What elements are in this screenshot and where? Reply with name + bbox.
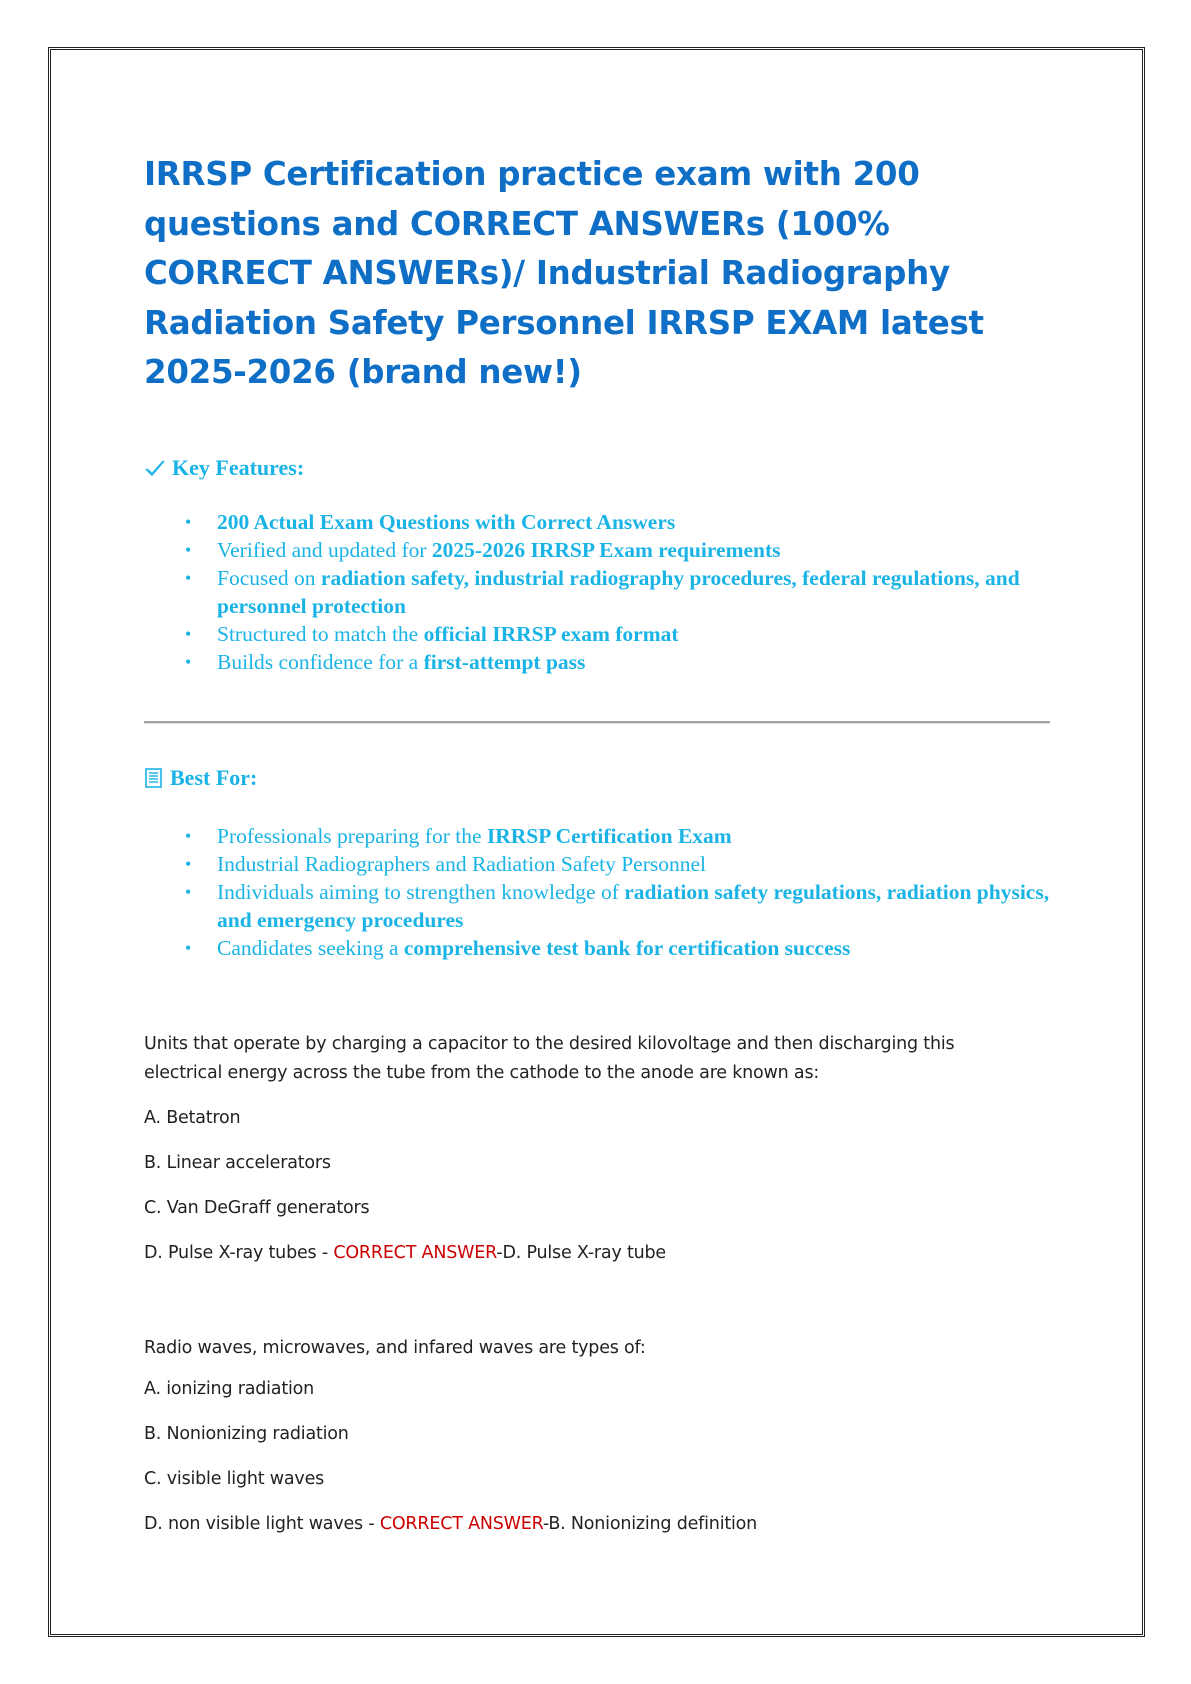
answer-option-text: D. Pulse X-ray tubes - — [144, 1243, 334, 1263]
book-list-icon — [144, 768, 164, 788]
list-item: • Focused on radiation safety, industrial radiography procedures, federal regulations, and personnel protection — [144, 564, 1054, 620]
question-text: Radio waves, microwaves, and infared waves are types of: — [144, 1338, 646, 1358]
answer-option-text: D. non visible light waves - — [144, 1514, 380, 1534]
answer-option: A. ionizing radiation — [144, 1379, 315, 1399]
key-features-title: Key Features: — [172, 455, 305, 480]
key-features-heading — [144, 455, 1054, 481]
list-item: • Professionals preparing for the IRRSP Certification Exam — [144, 822, 1054, 850]
best-for-title: Best For: — [170, 765, 258, 790]
check-mark-icon — [144, 458, 166, 478]
answer-option: B. Nonionizing radiation — [144, 1424, 349, 1444]
answer-option: C. visible light waves — [144, 1469, 325, 1489]
answer-option-with-correct — [144, 1514, 757, 1534]
list-item: • Industrial Radiographers and Radiation Safety Personnel — [144, 850, 1054, 878]
document-title-block — [144, 150, 1054, 398]
document-title: IRRSP Certification practice exam with 200 questions and CORRECT ANSWERs (100% CORRECT ANSWERs)/ Industrial Radiography Radiation Safety Personnel IRRSP EXAM latest 2025-2026 (brand new!) — [144, 155, 984, 391]
list-item: • Verified and updated for 2025-2026 IRRSP Exam requirements — [144, 536, 1054, 564]
key-features-section — [144, 455, 1054, 676]
best-for-section — [144, 765, 1054, 962]
list-item: • Individuals aiming to strengthen knowledge of radiation safety regulations, radiation physics, and emergency procedures — [144, 878, 1054, 934]
correct-answer-label: CORRECT ANSWER — [333, 1243, 497, 1263]
list-item: • 200 Actual Exam Questions with Correct Answers — [144, 508, 1054, 536]
correct-answer-text: -D. Pulse X-ray tube — [496, 1243, 667, 1263]
key-features-list — [144, 508, 1054, 676]
question-block — [144, 1030, 1024, 1088]
question-text: Units that operate by charging a capacitor to the desired kilovoltage and then discharging this electrical energy across the tube from the cathode to the anode are known as: — [144, 1034, 955, 1083]
horizontal-divider — [144, 721, 1050, 724]
answer-option: A. Betatron — [144, 1108, 241, 1128]
correct-answer-text: -B. Nonionizing definition — [542, 1514, 758, 1534]
answer-option-with-correct — [144, 1243, 666, 1263]
correct-answer-label: CORRECT ANSWER — [379, 1514, 543, 1534]
best-for-list — [144, 822, 1054, 962]
answer-option: B. Linear accelerators — [144, 1153, 331, 1173]
list-item: • Builds confidence for a first-attempt pass — [144, 648, 1054, 676]
list-item: • Structured to match the official IRRSP exam format — [144, 620, 1054, 648]
list-item: • Candidates seeking a comprehensive test bank for certification success — [144, 934, 1054, 962]
best-for-heading — [144, 765, 1054, 791]
answer-option: C. Van DeGraff generators — [144, 1198, 370, 1218]
